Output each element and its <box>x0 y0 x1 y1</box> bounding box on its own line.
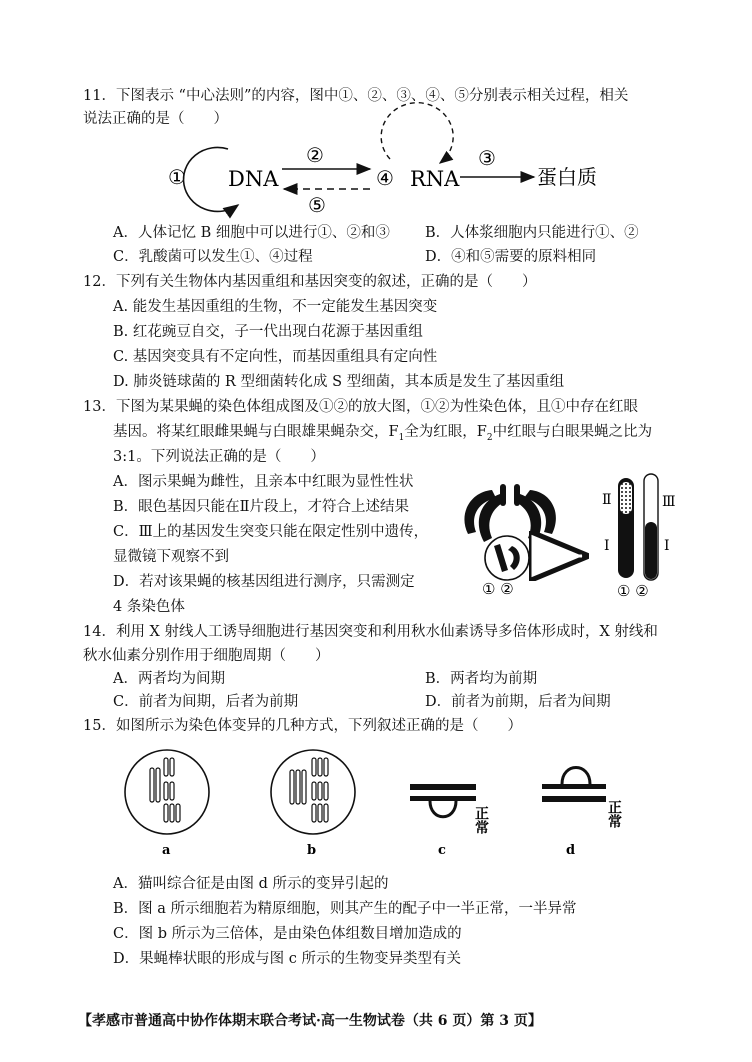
q13-stem-line1: 13．下图为某果蝇的染色体组成图及①②的放大图，①②为性染色体，且①中存在红眼 <box>83 399 638 415</box>
q11-stem-line2: 说法正确的是（ ） <box>83 111 228 127</box>
q13-stem-line2: 基因。将某红眼雌果蝇与白眼雄果蝇杂交，$F_1$全为红眼，$F_2$中红眼与白眼果蝇之比为 <box>113 424 653 443</box>
enlarged-chromosome-2-homologous <box>645 522 657 579</box>
figure-b-label: b <box>307 843 317 858</box>
chromosome-c-lower-left <box>410 796 476 801</box>
q12-option-c: C. 基因突变具有不定向性，而基因重组具有定向性 <box>113 349 438 365</box>
chromosome-d-upper-left <box>542 784 606 789</box>
q13-option-b: B．眼色基因只能在Ⅱ片段上，才符合上述结果 <box>113 499 410 515</box>
segment-i-label-right: Ⅰ <box>664 538 670 554</box>
q13-option-c-line1: C．Ⅲ上的基因发生突变只能在限定性别中遗传， <box>113 524 429 540</box>
chromosome-d-lower <box>542 796 606 802</box>
q15-stem: 15．如图所示为染色体变异的几种方式，下列叙述正确的是（ ） <box>83 718 522 734</box>
figure-c-normal-label: 正常 <box>473 806 489 834</box>
segment-iii-label: Ⅲ <box>662 494 676 510</box>
q15-option-d: D．果蝇棒状眼的形成与图 c 所示的生物变异类型有关 <box>113 951 461 967</box>
q11-option-a: A．人体记忆 B 细胞中可以进行①、②和③ <box>113 225 390 241</box>
q15-option-a: A．猫叫综合征是由图 d 所示的变异引起的 <box>113 876 389 892</box>
rna-replication-loop-arrow <box>381 103 453 163</box>
q14-option-a: A．两者均为间期 <box>113 671 225 687</box>
q11-option-d: D．④和⑤需要的原料相同 <box>425 249 597 265</box>
q15-option-c: C．图 b 所示为三倍体，是由染色体组数目增加造成的 <box>113 926 462 942</box>
q15-option-b: B．图 a 所示细胞若为精原细胞，则其产生的配子中一半正常，一半异常 <box>113 901 577 917</box>
q13-stem-line3: 3:1。下列说法正确的是（ ） <box>113 449 325 465</box>
q14-option-b: B．两者均为前期 <box>425 671 538 687</box>
q11-option-b: B．人体浆细胞内只能进行①、② <box>425 225 639 241</box>
q13-option-d-line2: 4 条染色体 <box>113 599 185 615</box>
right-sex-chromosome-labels: ① ② <box>617 582 649 600</box>
q14-option-d: D．前者为前期，后者为间期 <box>425 694 611 710</box>
segment-i-label: Ⅰ <box>604 538 610 554</box>
q14-option-c: C．前者为间期，后者为前期 <box>113 694 299 710</box>
q12-option-b: B. 红花豌豆自交，子一代出现白花源于基因重组 <box>113 324 423 340</box>
fruit-fly-karyotype-figure <box>0 462 752 602</box>
sex-chromosome-circle <box>485 536 529 580</box>
q14-stem-line1: 14．利用 X 射线人工诱导细胞进行基因突变和利用秋水仙素诱导多倍体形成时，X 射线和 <box>83 624 658 640</box>
chromosome-c-deletion-loop <box>430 801 456 817</box>
q12-option-d: D. 肺炎链球菌的 R 型细菌转化成 S 型细菌，其本质是发生了基因重组 <box>113 374 565 390</box>
process-1-label: ① <box>168 165 186 189</box>
q12-option-a: A. 能发生基因重组的生物，不一定能发生基因突变 <box>113 299 438 315</box>
process-3-label: ③ <box>478 146 496 170</box>
q13-option-a: A．图示果蝇为雌性，且亲本中红眼为显性性状 <box>113 474 414 490</box>
process-2-label: ② <box>306 143 324 167</box>
rna-label: RNA <box>410 167 460 191</box>
central-dogma-diagram <box>0 135 752 215</box>
left-sex-chromosome-labels: ① ② <box>482 580 514 598</box>
figure-d-normal-label: 正常 <box>606 800 622 828</box>
dot-chromosome-a <box>500 484 506 506</box>
segment-ii-label: Ⅱ <box>602 492 612 508</box>
figure-a-label: a <box>162 843 171 858</box>
chromosome-d-duplication-loop <box>562 768 590 785</box>
process-4-label: ④ <box>376 166 394 190</box>
q13-option-c-line2: 显微镜下观察不到 <box>113 549 229 565</box>
q11-stem-line1: 11．下图表示 “中心法则”的内容，图中①、②、③、④、⑤分别表示相关过程，相关 <box>83 88 629 104</box>
segment-ii-region <box>620 482 632 514</box>
q11-option-c: C．乳酸菌可以发生①、④过程 <box>113 249 313 265</box>
q13-option-d-line1: D．若对该果蝇的核基因组进行测序，只需测定 <box>113 574 415 590</box>
protein-label: 蛋白质 <box>537 165 597 189</box>
figure-c-label: c <box>438 843 446 858</box>
chromosome-variation-figures <box>0 742 752 862</box>
chromosome-c-upper <box>410 784 476 790</box>
figure-d-label: d <box>566 843 576 858</box>
dot-chromosome-b <box>514 484 520 506</box>
process-5-label: ⑤ <box>308 193 326 217</box>
q14-stem-line2: 秋水仙素分别作用于细胞周期（ ） <box>83 648 330 664</box>
page-footer: 【孝感市普通高中协作体期末联合考试·高一生物试卷（共 6 页）第 3 页】 <box>78 1013 542 1029</box>
dna-label: DNA <box>228 167 279 191</box>
q12-stem: 12．下列有关生物体内基因重组和基因突变的叙述，正确的是（ ） <box>83 274 537 290</box>
